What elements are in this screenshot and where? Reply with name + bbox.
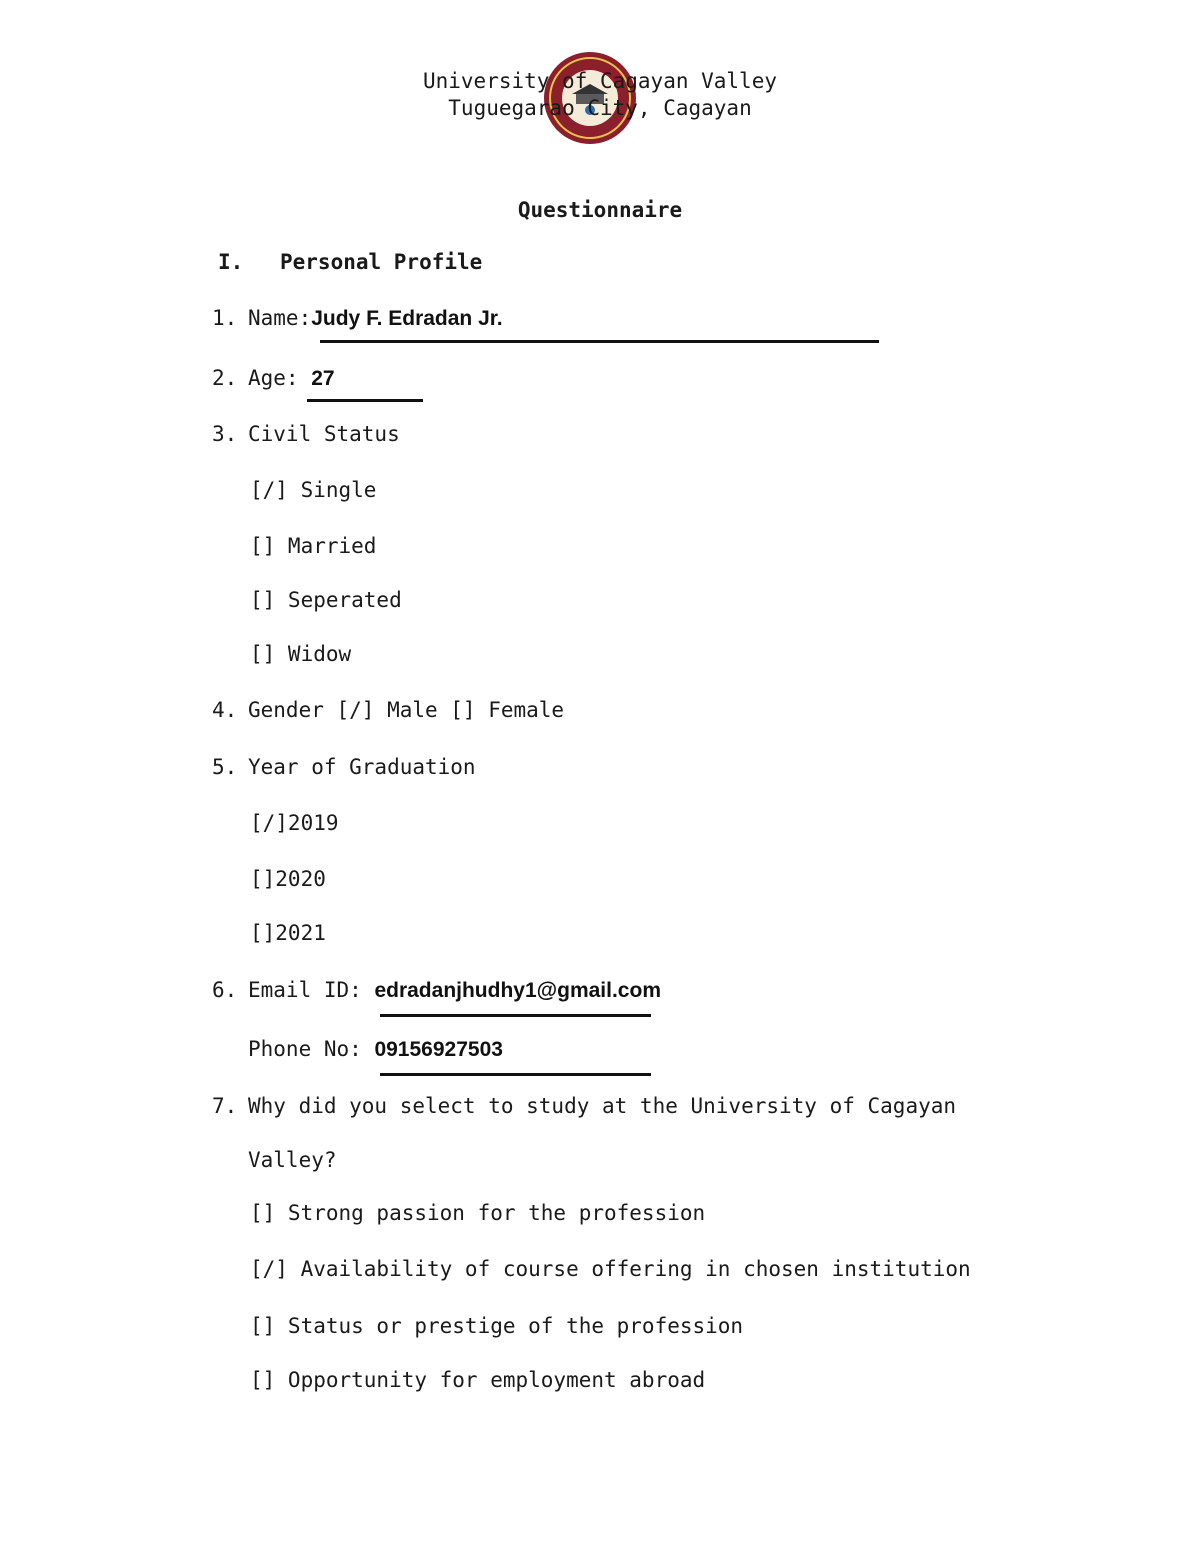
university-name: University of Cagayan Valley	[422, 69, 777, 93]
question-phone	[248, 1037, 503, 1062]
name-answer: Judy F. Edradan Jr.	[311, 307, 503, 330]
question-number: 6.	[212, 978, 238, 1002]
name-underline	[320, 340, 879, 343]
email-answer: edradanjhudhy1@gmail.com	[374, 979, 661, 1002]
question-label: Name:	[248, 306, 312, 330]
section-label: Personal Profile	[280, 250, 483, 274]
question-email	[212, 978, 661, 1003]
option-prestige: [] Status or prestige of the profession	[250, 1314, 744, 1338]
question-graduation-year	[212, 755, 476, 779]
university-address: Tuguegarao City, Cagayan	[448, 96, 752, 120]
document-title: Questionnaire	[517, 198, 683, 222]
option-married: [] Married	[250, 534, 377, 558]
question-age	[212, 366, 335, 391]
question-text: Why did you select to study at the University of Cagayan	[248, 1094, 957, 1118]
age-answer: 27	[311, 367, 335, 390]
option-seperated: [] Seperated	[250, 588, 402, 612]
option-widow: [] Widow	[250, 642, 352, 666]
option-2019: [/]2019	[250, 811, 339, 835]
question-number: 4.	[212, 698, 238, 722]
question-text: Gender [/] Male [] Female	[248, 698, 565, 722]
question-number: 5.	[212, 755, 238, 779]
option-2021: []2021	[250, 921, 326, 945]
age-underline	[307, 399, 423, 402]
question-label: Civil Status	[248, 422, 400, 446]
question-text-continued: Valley?	[248, 1148, 337, 1172]
question-number: 2.	[212, 366, 238, 390]
question-name	[212, 306, 503, 331]
question-why-ucv	[212, 1094, 956, 1118]
question-number: 3.	[212, 422, 238, 446]
phone-underline	[380, 1073, 651, 1076]
option-employment-abroad: [] Opportunity for employment abroad	[250, 1368, 706, 1392]
question-number: 7.	[212, 1094, 238, 1118]
section-number: I.	[218, 250, 244, 274]
email-underline	[380, 1014, 651, 1017]
option-single: [/] Single	[250, 478, 377, 502]
question-number: 1.	[212, 306, 238, 330]
phone-answer: 09156927503	[374, 1038, 503, 1061]
document-header	[0, 68, 1200, 122]
question-civil-status	[212, 422, 400, 446]
question-label: Year of Graduation	[248, 755, 476, 779]
question-label: Email ID:	[248, 978, 362, 1002]
question-label: Age:	[248, 366, 299, 390]
option-2020: []2020	[250, 867, 326, 891]
option-availability: [/] Availability of course offering in chosen institution	[250, 1257, 971, 1281]
question-gender	[212, 698, 564, 722]
option-passion: [] Strong passion for the profession	[250, 1201, 706, 1225]
question-label: Phone No:	[248, 1037, 362, 1061]
section-heading	[218, 250, 482, 274]
